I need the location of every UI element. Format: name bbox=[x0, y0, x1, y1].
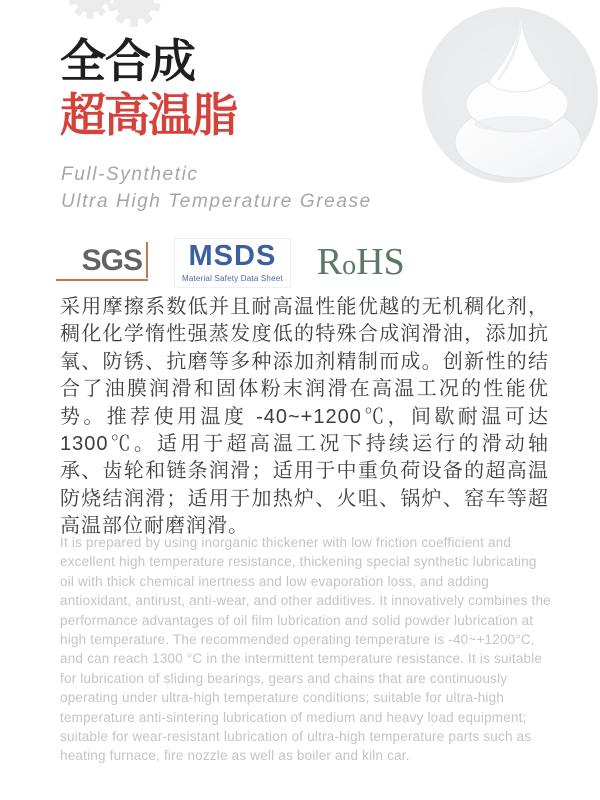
description-english: It is prepared by using inorganic thickener with low friction coefficient and excellent high temperature resistance, thickening special synthetic lubricating oil with thick chemical inertness and low evaporation loss, and adding antioxidant, antirust, anti-wear, and other additives. It innovatively combines the performance advantages of oil film lubrication and solid powder lubrication at high temperature. The recommended operating temperature is -40~+1200°C, and can reach 1300 °C in the intermittent temperature resistance. It is suitable for lubrication of sliding bearings, gears and chains that are continuously operating under ultra-high temperature conditions; suitable for ultra-high temperature anti-sintering lubrication of medium and heavy load equipment; suitable for wear-resistant lubrication of ultra-high temperature parts such as heating furnace, fire nozzle as well as boiler and kiln car. bbox=[60, 535, 551, 764]
product-title-cn-accent: 超高温脂 bbox=[60, 89, 236, 141]
rohs-logo-text-o: o bbox=[342, 250, 357, 281]
description-chinese: 采用摩擦系数低并且耐高温性能优越的无机稠化剂，稠化化学惰性强蒸发度低的特殊合成润滑油，添加抗氧、防锈、抗磨等多种添加剂精制而成。创新性的结合了油膜润滑和固体粉末润滑在高温工况的性能优势。推荐使用温度 -40~+1200℃，间歇耐温可达 1300℃。适用于超高温工况下持续运行的滑动轴承、齿轮和链条润滑；适用于中重负荷设备的超高温防烧结润滑；适用于加热炉、火咀、锅炉、窑车等超高温部位耐磨润滑。 bbox=[60, 296, 549, 538]
sgs-logo bbox=[60, 240, 150, 284]
product-subtitle-en bbox=[61, 161, 372, 215]
subtitle-line2: Ultra High Temperature Grease bbox=[61, 191, 372, 212]
title-block bbox=[60, 34, 236, 142]
msds-logo-subtext: Material Safety Data Sheet bbox=[182, 274, 283, 283]
msds-logo bbox=[174, 238, 291, 288]
msds-logo-text: MSDS bbox=[188, 240, 277, 272]
product-title-cn: 全合成 bbox=[60, 35, 195, 87]
product-photo bbox=[418, 6, 600, 186]
grease-dollop-image bbox=[418, 6, 600, 186]
rohs-logo-text-hs: HS bbox=[356, 241, 405, 283]
certification-row bbox=[60, 238, 405, 292]
sgs-logo-vertical-line bbox=[146, 242, 148, 278]
subtitle-line1: Full-Synthetic bbox=[61, 164, 199, 185]
sgs-logo-underline bbox=[56, 279, 148, 281]
rohs-logo-text-r: R bbox=[316, 241, 343, 283]
sgs-logo-text: SGS bbox=[81, 244, 142, 277]
rohs-logo bbox=[317, 240, 405, 292]
